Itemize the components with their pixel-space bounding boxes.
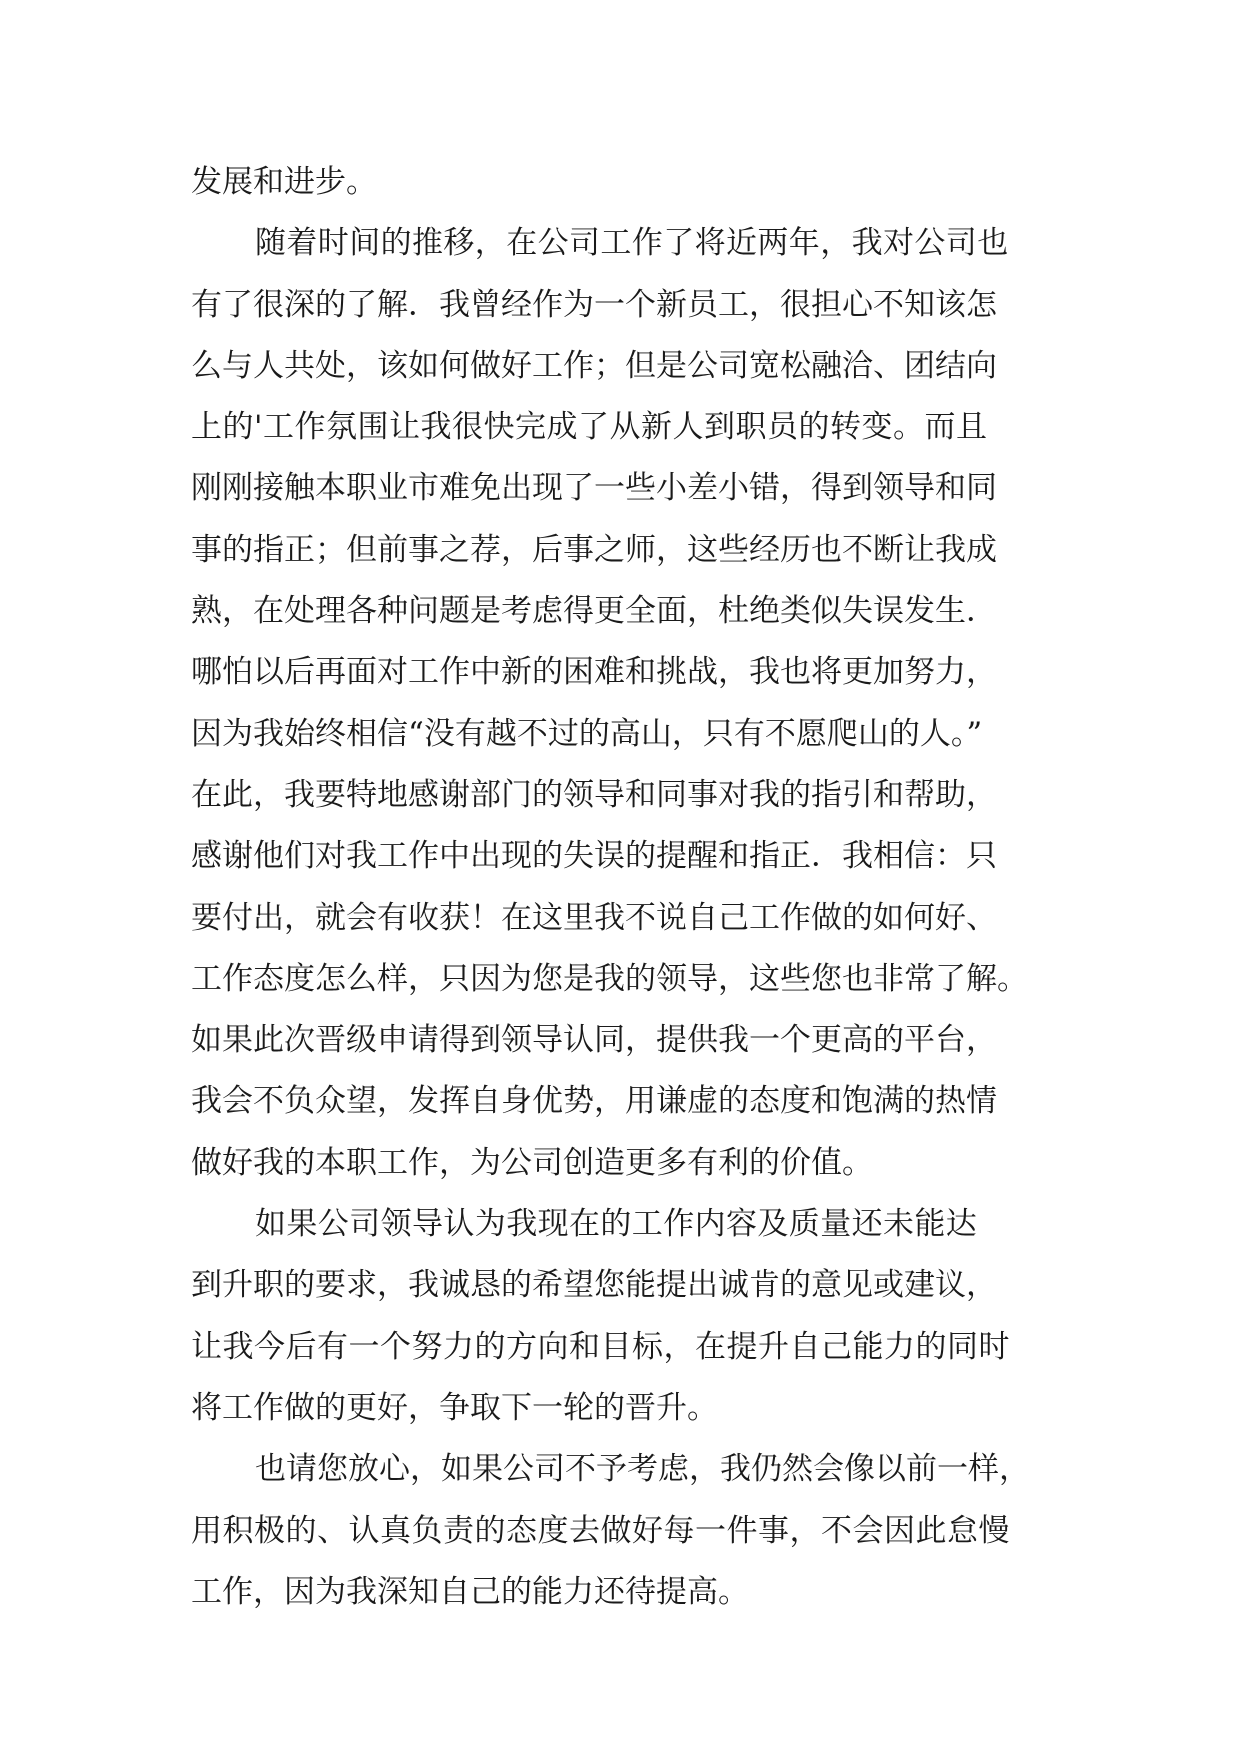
document-line: 如果此次晋级申请得到领导认同，提供我一个更高的平台，	[191, 1022, 997, 1059]
document-line: 刚刚接触本职业市难免出现了一些小差小错，得到领导和同	[191, 470, 997, 507]
document-line: 工作态度怎么样，只因为您是我的领导，这些您也非常了解。	[191, 960, 1028, 997]
document-line: 熟，在处理各种问题是考虑得更全面，杜绝类似失误发生．	[191, 593, 997, 630]
document-line: 到升职的要求，我诚恳的希望您能提出诚肯的意见或建议，	[191, 1267, 997, 1304]
document-line: 因为我始终相信“没有越不过的高山，只有不愿爬山的人。”	[191, 715, 983, 752]
document-line: 工作，因为我深知自己的能力还待提高。	[191, 1573, 749, 1610]
document-line: 我会不负众望，发挥自身优势，用谦虚的态度和饱满的热情	[191, 1083, 997, 1120]
document-line: 在此，我要特地感谢部门的领导和同事对我的指引和帮助，	[191, 776, 997, 813]
document-line: 上的'工作氛围让我很快完成了从新人到职员的转变。而且	[191, 409, 988, 446]
document-line: 感谢他们对我工作中出现的失误的提醒和指正．我相信：只	[191, 838, 997, 875]
document-line: 用积极的、认真负责的态度去做好每一件事，不会因此怠慢	[191, 1512, 1010, 1549]
document-line: 将工作做的更好，争取下一轮的晋升。	[191, 1389, 718, 1426]
document-line: 事的指正；但前事之荐，后事之师，这些经历也不断让我成	[191, 531, 997, 568]
document-line: 让我今后有一个努力的方向和目标，在提升自己能力的同时	[191, 1328, 1010, 1365]
document-line: 发展和进步。	[191, 164, 377, 200]
document-line: 随着时间的推移，在公司工作了将近两年，我对公司也	[255, 225, 1009, 262]
document-line: 做好我的本职工作，为公司创造更多有利的价值。	[191, 1144, 873, 1181]
document-line: 如果公司领导认为我现在的工作内容及质量还未能达	[255, 1206, 978, 1243]
document-body	[191, 152, 1051, 1623]
document-line: 哪怕以后再面对工作中新的困难和挑战，我也将更加努力，	[191, 654, 997, 691]
document-line: 也请您放心，如果公司不予考虑，我仍然会像以前一样，	[255, 1451, 1030, 1488]
document-line: 要付出，就会有收获！在这里我不说自己工作做的如何好、	[191, 899, 997, 936]
document-line: 么与人共处，该如何做好工作；但是公司宽松融洽、团结向	[191, 347, 997, 384]
document-line: 有了很深的了解．我曾经作为一个新员工，很担心不知该怎	[191, 286, 997, 323]
